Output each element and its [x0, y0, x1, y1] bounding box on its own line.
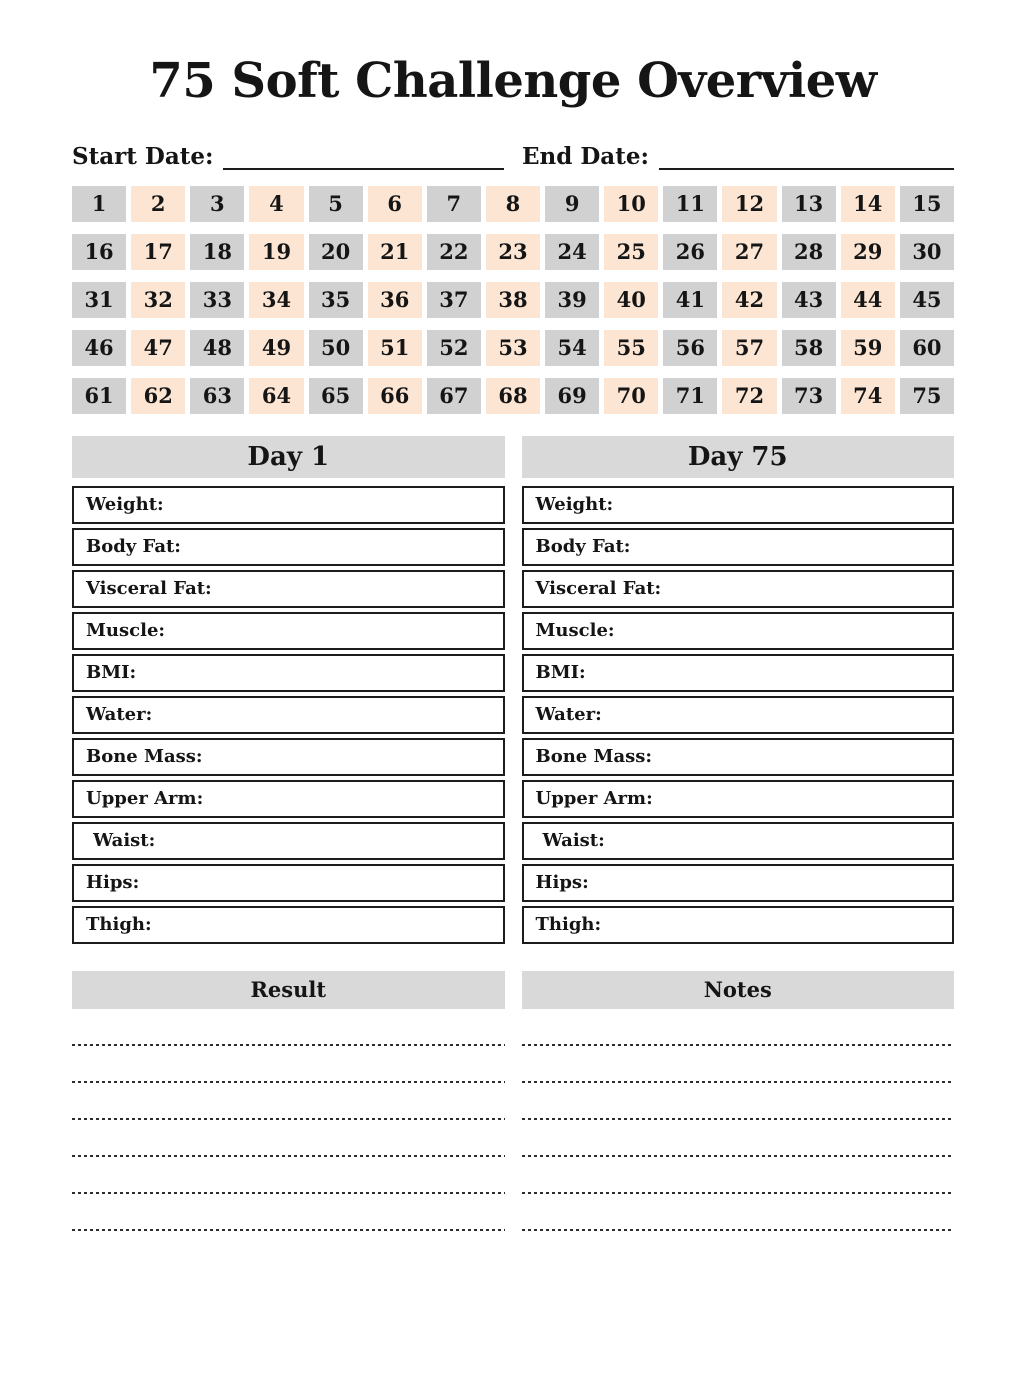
day-cell-34[interactable]: 34	[249, 282, 303, 318]
field-row-bmi[interactable]	[522, 654, 955, 692]
field-row-upper-arm[interactable]	[72, 780, 505, 818]
writing-line[interactable]	[72, 1009, 505, 1046]
field-label: Weight:	[535, 494, 614, 516]
day-cell-19[interactable]: 19	[249, 234, 303, 270]
result-header: Result	[72, 971, 505, 1009]
day-cell-57[interactable]: 57	[722, 330, 776, 366]
field-row-visceral-fat[interactable]	[72, 570, 505, 608]
day-cell-61[interactable]: 61	[72, 378, 126, 414]
day-cell-69[interactable]: 69	[545, 378, 599, 414]
day-cell-27[interactable]: 27	[722, 234, 776, 270]
day-cell-62[interactable]: 62	[131, 378, 185, 414]
field-label: Waist:	[93, 830, 156, 852]
day-cell-31[interactable]: 31	[72, 282, 126, 318]
day-cell-35[interactable]: 35	[309, 282, 363, 318]
field-row-weight[interactable]	[522, 486, 955, 524]
field-row-hips[interactable]	[72, 864, 505, 902]
day-cell-20[interactable]: 20	[309, 234, 363, 270]
field-row-bone-mass[interactable]	[72, 738, 505, 776]
day-cell-4[interactable]: 4	[249, 186, 303, 222]
field-label: Hips:	[535, 872, 589, 894]
result-lines	[72, 1009, 505, 1231]
writing-line[interactable]	[72, 1083, 505, 1120]
page-title: 75 Soft Challenge Overview	[149, 53, 877, 109]
field-row-hips[interactable]	[522, 864, 955, 902]
writing-line[interactable]	[522, 1046, 955, 1083]
day-cell-67[interactable]: 67	[427, 378, 481, 414]
day-cell-21[interactable]: 21	[368, 234, 422, 270]
day-cell-14[interactable]: 14	[841, 186, 895, 222]
field-row-muscle[interactable]	[72, 612, 505, 650]
field-label: Visceral Fat:	[535, 578, 662, 600]
day-cell-46[interactable]: 46	[72, 330, 126, 366]
day-cell-40[interactable]: 40	[604, 282, 658, 318]
field-row-visceral-fat[interactable]	[522, 570, 955, 608]
day-cell-47[interactable]: 47	[131, 330, 185, 366]
field-label: Upper Arm:	[535, 788, 653, 810]
field-label: BMI:	[535, 662, 586, 684]
notes-section	[522, 971, 955, 1231]
day-cell-7[interactable]: 7	[427, 186, 481, 222]
notes-header: Notes	[522, 971, 955, 1009]
day-cell-43[interactable]: 43	[782, 282, 836, 318]
field-label: Bone Mass:	[535, 746, 653, 768]
day-cell-23[interactable]: 23	[486, 234, 540, 270]
field-label: Bone Mass:	[86, 746, 203, 768]
day-cell-53[interactable]: 53	[486, 330, 540, 366]
field-label: Hips:	[86, 872, 140, 894]
day-cell-18[interactable]: 18	[190, 234, 244, 270]
day-cell-37[interactable]: 37	[427, 282, 481, 318]
writing-line[interactable]	[72, 1194, 505, 1231]
field-label: Upper Arm:	[86, 788, 204, 810]
end-date-label: End Date:	[522, 143, 649, 171]
field-label: Water:	[86, 704, 153, 726]
field-label: Water:	[535, 704, 602, 726]
writing-line[interactable]	[522, 1194, 955, 1231]
day-cell-32[interactable]: 32	[131, 282, 185, 318]
day-cell-16[interactable]: 16	[72, 234, 126, 270]
field-row-waist[interactable]	[72, 822, 505, 860]
day-cell-56[interactable]: 56	[663, 330, 717, 366]
day-cell-70[interactable]: 70	[604, 378, 658, 414]
start-date-line[interactable]	[223, 148, 504, 170]
day-cell-52[interactable]: 52	[427, 330, 481, 366]
field-row-thigh[interactable]	[522, 906, 955, 944]
day-1-section	[72, 436, 505, 948]
day-cell-60[interactable]: 60	[900, 330, 954, 366]
day-cell-2[interactable]: 2	[131, 186, 185, 222]
day-cell-39[interactable]: 39	[545, 282, 599, 318]
field-row-muscle[interactable]	[522, 612, 955, 650]
day-cell-50[interactable]: 50	[309, 330, 363, 366]
day-cell-30[interactable]: 30	[900, 234, 954, 270]
day-cell-63[interactable]: 63	[190, 378, 244, 414]
field-label: Muscle:	[86, 620, 166, 642]
day-cell-17[interactable]: 17	[131, 234, 185, 270]
writing-line[interactable]	[72, 1046, 505, 1083]
day-cell-33[interactable]: 33	[190, 282, 244, 318]
day-cell-5[interactable]: 5	[309, 186, 363, 222]
writing-line[interactable]	[522, 1120, 955, 1157]
day-cell-6[interactable]: 6	[368, 186, 422, 222]
day-cell-22[interactable]: 22	[427, 234, 481, 270]
day-cell-28[interactable]: 28	[782, 234, 836, 270]
field-label: Body Fat:	[535, 536, 631, 558]
day-cell-65[interactable]: 65	[309, 378, 363, 414]
field-label: Thigh:	[86, 914, 152, 936]
day-cell-49[interactable]: 49	[249, 330, 303, 366]
field-row-body-fat[interactable]	[72, 528, 505, 566]
day-cell-51[interactable]: 51	[368, 330, 422, 366]
writing-line[interactable]	[72, 1120, 505, 1157]
day-cell-3[interactable]: 3	[190, 186, 244, 222]
date-row	[72, 144, 954, 169]
planner-page	[0, 53, 1024, 1231]
writing-line[interactable]	[522, 1009, 955, 1046]
day-75-section	[522, 436, 955, 948]
day-cell-29[interactable]: 29	[841, 234, 895, 270]
field-label: BMI:	[86, 662, 137, 684]
field-row-thigh[interactable]	[72, 906, 505, 944]
day-cell-10[interactable]: 10	[604, 186, 658, 222]
day-cell-24[interactable]: 24	[545, 234, 599, 270]
day-cell-9[interactable]: 9	[545, 186, 599, 222]
day-cell-38[interactable]: 38	[486, 282, 540, 318]
day-cell-64[interactable]: 64	[249, 378, 303, 414]
day-cell-74[interactable]: 74	[841, 378, 895, 414]
day-cell-25[interactable]: 25	[604, 234, 658, 270]
result-section	[72, 971, 505, 1231]
field-row-bmi[interactable]	[72, 654, 505, 692]
field-label: Body Fat:	[86, 536, 181, 558]
field-label: Waist:	[542, 830, 605, 852]
bottom-columns	[72, 971, 954, 1231]
field-row-bone-mass[interactable]	[522, 738, 955, 776]
day-cell-73[interactable]: 73	[782, 378, 836, 414]
field-label: Visceral Fat:	[86, 578, 212, 600]
day-75-header: Day 75	[522, 436, 955, 478]
start-date-label: Start Date:	[72, 143, 214, 171]
day-cell-59[interactable]: 59	[841, 330, 895, 366]
day-1-fields	[72, 486, 505, 944]
day-cell-13[interactable]: 13	[782, 186, 836, 222]
day-cell-75[interactable]: 75	[900, 378, 954, 414]
measurement-columns	[72, 436, 954, 948]
field-row-waist[interactable]	[522, 822, 955, 860]
start-date-field	[72, 144, 504, 169]
field-label: Weight:	[86, 494, 164, 516]
day-cell-44[interactable]: 44	[841, 282, 895, 318]
day-cell-54[interactable]: 54	[545, 330, 599, 366]
day-cell-68[interactable]: 68	[486, 378, 540, 414]
day-cell-42[interactable]: 42	[722, 282, 776, 318]
day-number-grid	[72, 186, 954, 414]
field-row-weight[interactable]	[72, 486, 505, 524]
day-cell-1[interactable]: 1	[72, 186, 126, 222]
field-row-upper-arm[interactable]	[522, 780, 955, 818]
field-row-water[interactable]	[72, 696, 505, 734]
day-cell-48[interactable]: 48	[190, 330, 244, 366]
day-cell-12[interactable]: 12	[722, 186, 776, 222]
notes-lines	[522, 1009, 955, 1231]
end-date-line[interactable]	[659, 148, 954, 170]
writing-line[interactable]	[522, 1083, 955, 1120]
day-cell-15[interactable]: 15	[900, 186, 954, 222]
day-cell-11[interactable]: 11	[663, 186, 717, 222]
day-cell-36[interactable]: 36	[368, 282, 422, 318]
day-cell-55[interactable]: 55	[604, 330, 658, 366]
day-cell-66[interactable]: 66	[368, 378, 422, 414]
field-label: Thigh:	[535, 914, 602, 936]
day-1-header: Day 1	[72, 436, 505, 478]
day-cell-26[interactable]: 26	[663, 234, 717, 270]
writing-line[interactable]	[522, 1157, 955, 1194]
end-date-field	[522, 144, 954, 169]
writing-line[interactable]	[72, 1157, 505, 1194]
day-75-fields	[522, 486, 955, 944]
day-cell-8[interactable]: 8	[486, 186, 540, 222]
day-cell-71[interactable]: 71	[663, 378, 717, 414]
day-cell-45[interactable]: 45	[900, 282, 954, 318]
field-label: Muscle:	[535, 620, 615, 642]
day-cell-41[interactable]: 41	[663, 282, 717, 318]
field-row-body-fat[interactable]	[522, 528, 955, 566]
day-cell-58[interactable]: 58	[782, 330, 836, 366]
field-row-water[interactable]	[522, 696, 955, 734]
day-cell-72[interactable]: 72	[722, 378, 776, 414]
